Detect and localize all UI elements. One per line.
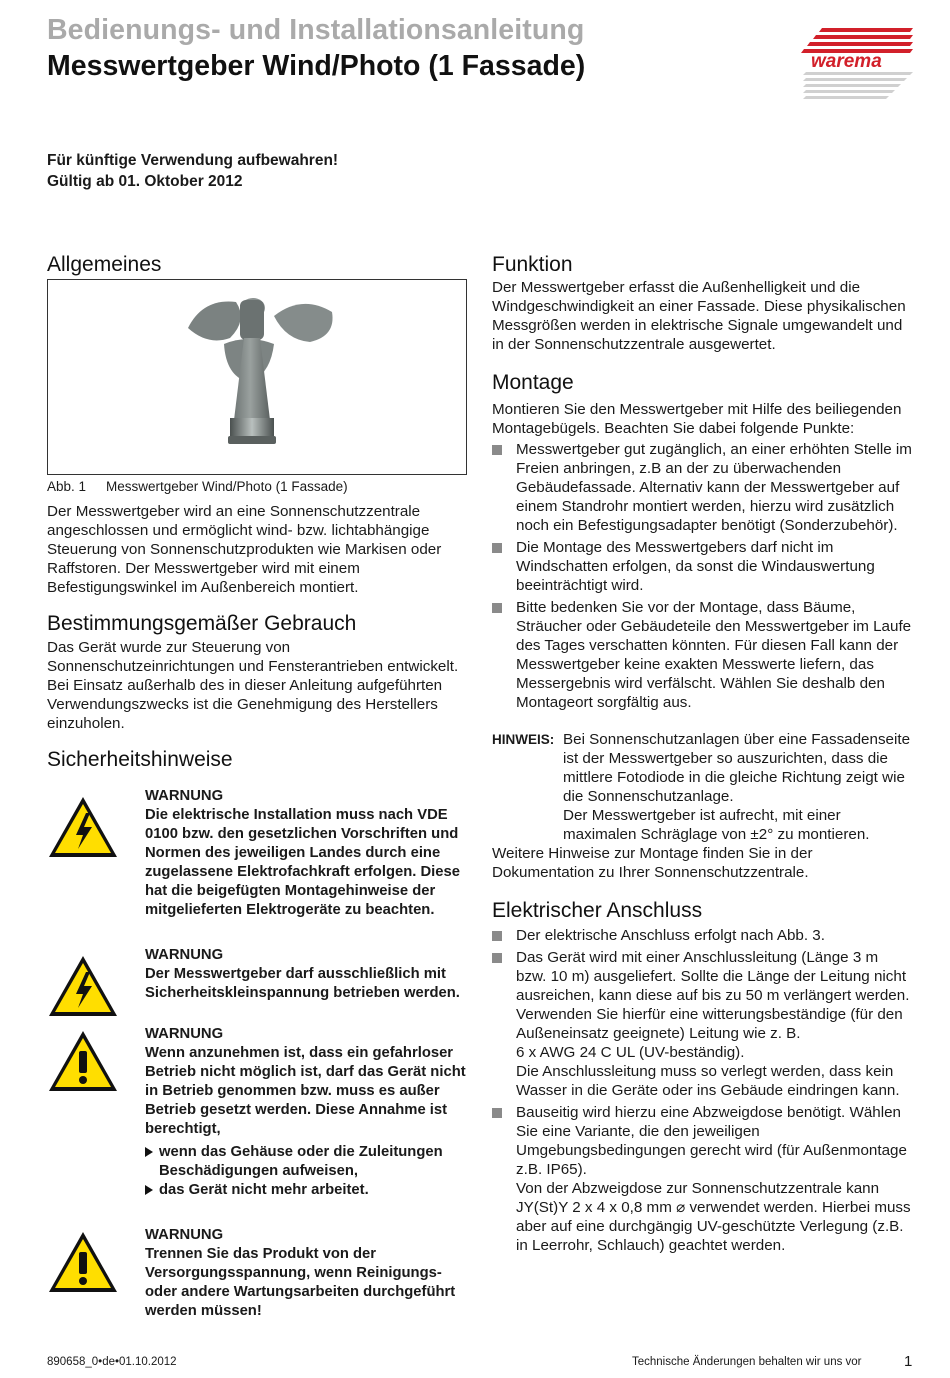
general-warning-icon [47,1029,119,1093]
warning-block [47,1226,467,1321]
square-bullet-icon [492,931,502,941]
heading-bestimmung: Bestimmungsgemäßer Gebrauch [47,612,357,635]
warning-title: WARNUNG [145,947,224,963]
hinweis-text [563,730,912,844]
warning-condition-item [145,1181,467,1200]
right-column [492,252,912,1258]
anschluss-bullet-line: Der elektrische Anschluss erfolgt nach Abb. 3. [516,927,825,944]
montage-bullet-text: Messwertgeber gut zugänglich, an einer erhöhten Stelle im Freien anbringen, z.B an der zu überwachenden Gebäudefassade. Alternativ kann der Messwertgeber auf einem Standrohr montiert werden, hierzu wird zusätzlich noch ein Befestigungsadapter benötigt (Sonderzubehör). [516,441,912,534]
warning-title: WARNUNG [145,788,224,804]
heading-sicherheit: Sicherheitshinweise [47,748,233,771]
warning-block [47,1025,467,1200]
square-bullet-icon [492,1108,502,1118]
montage-bullet [492,440,912,535]
keep-notice [47,150,338,192]
keep-notice-line2: Gültig ab 01. Oktober 2012 [47,173,243,190]
warning-title: WARNUNG [145,1026,224,1042]
warning-condition-item [145,1143,467,1181]
general-warning-icon [47,1230,119,1294]
anschluss-bullet-line: Verwenden Sie hierfür eine witterungsbeständige (für den Außeneinsatz geeignete) Leitung wie z. B. [516,1006,903,1042]
page-number: 1 [904,1353,913,1370]
funktion-text: Der Messwertgeber erfasst die Außenhelligkeit und die Windgeschwindigkeit an einer Fassade. Diese physikalischen Messgrößen werden in elektrische Signale umgewandelt und in der Sonnenschutzzentrale ausgewertet. [492,279,906,353]
square-bullet-icon [492,603,502,613]
product-figure [47,279,467,475]
heading-funktion: Funktion [492,253,573,276]
warema-logo [800,22,915,102]
bestimmung-text: Das Gerät wurde zur Steuerung von Sonnenschutzeinrichtungen und Fensterantrieben entwickelt. Bei Einsatz außerhalb des in dieser Anleitung aufgeführten Verwendungszwecks ist die Genehmigung des Herstellers einzuholen. [47,639,459,732]
heading-anschluss: Elektrischer Anschluss [492,899,703,922]
figure-caption-text: Messwertgeber Wind/Photo (1 Fassade) [106,479,348,494]
title-line-2: Messwertgeber Wind/Photo (1 Fassade) [47,50,586,82]
square-bullet-icon [492,953,502,963]
warning-condition-text: das Gerät nicht mehr arbeitet. [159,1182,369,1198]
title-line-1: Bedienungs- und Installationsanleitung [47,14,585,46]
anschluss-bullet-line: Von der Abzweigdose zur Sonnenschutzzentrale kann JY(St)Y 2 x 4 x 0,8 mm ⌀ verwendet werden. Hierbei muss aber auf eine durchgängig UV-geschützte Verlegung (z.B. in Leerrohr, Schlauch) geachtet werden. [516,1180,911,1254]
footer-notice: Technische Änderungen behalten wir uns vor [632,1356,862,1368]
anschluss-bullet-line: Bauseitig wird hierzu eine Abzweigdose benötigt. Wählen Sie eine Variante, die den jeweiligen Umgebungsbedingungen gerecht wird (für Außenmontage z.B. IP65). [516,1104,907,1178]
arrow-bullet-icon [145,1185,153,1195]
montage-intro: Montieren Sie den Messwertgeber mit Hilfe des beiliegenden Montagebügels. Beachten Sie dabei folgende Punkte: [492,401,902,437]
keep-notice-line1: Für künftige Verwendung aufbewahren! [47,152,339,169]
figure-caption [47,478,467,496]
hinweis-block [492,730,912,844]
warning-text: Trennen Sie das Produkt von der Versorgungsspannung, wenn Reinigungs- oder andere Wartungsarbeiten durchgeführt werden müssen! [145,1246,456,1319]
hinweis-text-1: Bei Sonnenschutzanlagen über eine Fassadenseite ist der Messwertgeber so auszurichten, dass die mittlere Fotodiode in die gleiche Richtung zeigt wie die Sonnenschutzanlage. [563,731,911,805]
anschluss-bullet-line: Die Anschlussleitung muss so verlegt werden, dass kein Wasser in die Geräte oder ins Gebäude eindringen kann. [516,1063,900,1099]
warning-text: Die elektrische Installation muss nach VDE 0100 bzw. den gesetzlichen Vorschriften und Normen des jeweiligen Landes durch eine zugelassene Elektrofachkraft erfolgen. Diese hat die beigefügten Montagehinweise der mitgelieferten Elektrogeräte zu beachten. [145,807,460,918]
electric-hazard-icon [47,954,119,1018]
warning-conditions [145,1143,467,1200]
montage-bullet [492,598,912,712]
anschluss-bullet [492,948,912,1100]
square-bullet-icon [492,445,502,455]
anschluss-bullet-line: 6 x AWG 24 C UL (UV-beständig). [516,1044,745,1061]
warning-condition-text: wenn das Gehäuse oder die Zuleitungen Beschädigungen aufweisen, [159,1144,443,1179]
logo-text: warema [811,51,882,72]
anschluss-bullet-list [492,926,912,1255]
montage-bullet [492,538,912,595]
allgemeines-text: Der Messwertgeber wird an eine Sonnenschutzzentrale angeschlossen und ermöglicht wind- bzw. lichtabhängige Steuerung von Sonnenschutzprodukten wie Markisen oder Raffstoren. Der Messwertgeber wird mit einem Befestigungswinkel im Außenbereich montiert. [47,503,442,596]
montage-bullet-text: Die Montage des Messwertgebers darf nicht im Windschatten erfolgen, da sonst die Windauswertung beeinträchtigt wird. [516,539,875,594]
hinweis-label: HINWEIS: [492,732,555,747]
footer-doc-id: 890658_0•de•01.10.2012 [47,1356,177,1368]
montage-bullet-list [492,440,912,712]
heading-montage: Montage [492,371,574,394]
warning-block [47,946,467,1003]
hinweis-text-2: Der Messwertgeber ist aufrecht, mit einer maximalen Schräglage von ±2° zu montieren. [563,807,870,843]
montage-outro: Weitere Hinweise zur Montage finden Sie in der Dokumentation zu Ihrer Sonnenschutzzentrale. [492,845,813,881]
anschluss-bullet [492,1103,912,1255]
electric-hazard-icon [47,795,119,859]
anemometer-image [48,280,466,474]
heading-allgemeines: Allgemeines [47,253,162,276]
warning-title: WARNUNG [145,1227,224,1243]
warning-text: Wenn anzunehmen ist, dass ein gefahrloser Betrieb nicht möglich ist, darf das Gerät nicht in Betrieb genommen bzw. muss es außer Betrieb gesetzt werden. Diese Annahme ist berechtigt, [145,1045,466,1137]
square-bullet-icon [492,543,502,553]
arrow-bullet-icon [145,1147,153,1157]
left-column [47,252,467,1321]
anschluss-bullet [492,926,912,945]
montage-bullet-text: Bitte bedenken Sie vor der Montage, dass Bäume, Sträucher oder Gebäudeteile den Messwertgeber im Laufe des Tages verschatten könnten. Für diesen Fall kann der Messwertgeber keine exakten Messwerte liefern, das Messergebnis wird verfälscht. Wählen Sie deshalb den Montageort sorgfältig aus. [516,599,912,711]
figure-number: Abb. 1 [47,479,87,494]
anschluss-bullet-line: Das Gerät wird mit einer Anschlussleitung (Länge 3 m bzw. 10 m) ausgeliefert. Sollte die Länge der Leitung nicht ausreichen, kann diese auf bis zu 50 m verlängert werden. [516,949,910,1004]
warning-block [47,787,467,920]
warning-text: Der Messwertgeber darf ausschließlich mit Sicherheitskleinspannung betrieben werden. [145,966,460,1001]
